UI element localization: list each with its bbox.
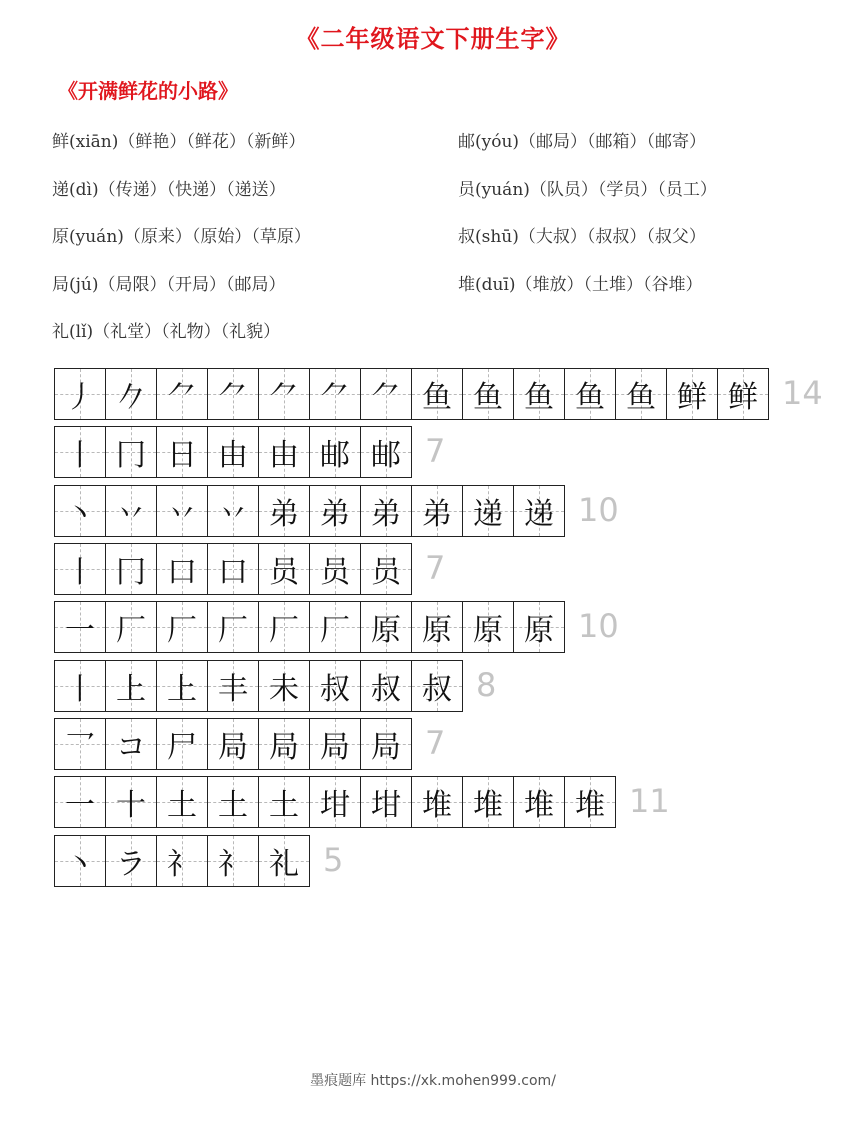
stroke-glyph: ⺈ — [269, 380, 299, 415]
stroke-cell — [105, 601, 157, 653]
stroke-row-递 — [54, 485, 619, 537]
stroke-cell — [156, 718, 208, 770]
stroke-cell — [513, 485, 565, 537]
stroke-glyph: 丶 — [65, 497, 95, 532]
document-title: 《二年级语文下册生字》 — [295, 25, 571, 53]
stroke-glyph: 邮 — [371, 438, 401, 473]
stroke-glyph: 厂 — [116, 613, 146, 648]
footer-source: 墨痕题库 https://xk.mohen999.com/ — [310, 1073, 556, 1089]
stroke-cell — [156, 368, 208, 420]
stroke-glyph: 员 — [371, 555, 401, 590]
stroke-glyph: 丰 — [218, 672, 248, 707]
stroke-glyph: 口 — [218, 555, 248, 590]
stroke-cell — [54, 601, 106, 653]
stroke-glyph: 叔 — [320, 672, 350, 707]
stroke-cell — [258, 660, 310, 712]
stroke-glyph: 坩 — [371, 788, 401, 823]
stroke-glyph: 日 — [167, 438, 197, 473]
stroke-glyph: 原 — [371, 613, 401, 648]
stroke-cell — [258, 543, 310, 595]
stroke-glyph: 鱼 — [575, 380, 605, 415]
stroke-glyph: 上 — [167, 672, 197, 707]
stroke-cell — [411, 660, 463, 712]
vocab-entry-left: 鲜(xiān)（鲜艳）（鲜花）（新鲜） — [52, 132, 306, 152]
vocab-entry-right: 堆(duī)（堆放）（土堆）（谷堆） — [458, 275, 703, 295]
stroke-cell — [54, 426, 106, 478]
stroke-cell — [564, 368, 616, 420]
stroke-cell — [54, 543, 106, 595]
stroke-glyph: 叔 — [371, 672, 401, 707]
stroke-count: 14 — [782, 374, 823, 412]
stroke-glyph: 弟 — [320, 497, 350, 532]
stroke-glyph: ラ — [116, 847, 146, 882]
stroke-glyph: 弟 — [422, 497, 452, 532]
stroke-cell — [105, 426, 157, 478]
stroke-glyph: 𠂊 — [116, 380, 146, 415]
stroke-glyph: 尸 — [167, 730, 197, 765]
stroke-cell — [258, 426, 310, 478]
stroke-glyph: 递 — [524, 497, 554, 532]
stroke-glyph: 丷 — [218, 497, 248, 532]
stroke-cell — [258, 835, 310, 887]
stroke-cell — [360, 776, 412, 828]
stroke-glyph: コ — [116, 730, 146, 765]
stroke-cell — [513, 776, 565, 828]
stroke-cell — [156, 776, 208, 828]
stroke-glyph: 由 — [218, 438, 248, 473]
stroke-cell — [309, 776, 361, 828]
stroke-glyph: 堆 — [473, 788, 503, 823]
stroke-glyph: 厂 — [269, 613, 299, 648]
stroke-cell — [360, 426, 412, 478]
stroke-cell — [258, 718, 310, 770]
stroke-cell — [258, 601, 310, 653]
stroke-glyph: 弟 — [371, 497, 401, 532]
stroke-glyph: 鱼 — [473, 380, 503, 415]
stroke-glyph: 厂 — [320, 613, 350, 648]
stroke-count: 7 — [425, 724, 446, 762]
stroke-glyph: 口 — [167, 555, 197, 590]
stroke-glyph: 乛 — [65, 730, 95, 765]
stroke-count: 8 — [476, 666, 497, 704]
stroke-glyph: 一 — [65, 788, 95, 823]
stroke-cell — [462, 776, 514, 828]
stroke-glyph: 递 — [473, 497, 503, 532]
stroke-glyph: 礼 — [269, 847, 299, 882]
stroke-cell — [513, 368, 565, 420]
stroke-cell — [207, 543, 259, 595]
stroke-cell — [54, 485, 106, 537]
vocab-entry-right: 邮(yóu)（邮局）（邮箱）（邮寄） — [458, 132, 707, 152]
stroke-glyph: 由 — [269, 438, 299, 473]
stroke-glyph: 鱼 — [422, 380, 452, 415]
stroke-count: 7 — [425, 549, 446, 587]
stroke-glyph: 未 — [269, 672, 299, 707]
stroke-cell — [207, 776, 259, 828]
stroke-cell — [462, 485, 514, 537]
vocab-entry-left: 局(jú)（局限）（开局）（邮局） — [52, 275, 286, 295]
stroke-glyph: 丨 — [65, 438, 95, 473]
stroke-cell — [615, 368, 667, 420]
stroke-glyph: 堆 — [422, 788, 452, 823]
stroke-cell — [717, 368, 769, 420]
stroke-glyph: 冂 — [116, 555, 146, 590]
stroke-cell — [258, 485, 310, 537]
stroke-cell — [309, 485, 361, 537]
stroke-cell — [156, 601, 208, 653]
stroke-cell — [105, 660, 157, 712]
stroke-glyph: 堆 — [575, 788, 605, 823]
stroke-glyph: 局 — [269, 730, 299, 765]
stroke-cell — [309, 426, 361, 478]
stroke-cell — [54, 660, 106, 712]
lesson-title: 《开满鲜花的小路》 — [58, 79, 238, 103]
stroke-row-堆 — [54, 776, 670, 828]
stroke-cell — [156, 426, 208, 478]
stroke-glyph: 丿 — [65, 380, 95, 415]
stroke-cell — [105, 776, 157, 828]
stroke-cell — [513, 601, 565, 653]
stroke-glyph: ⺈ — [218, 380, 248, 415]
stroke-cell — [258, 776, 310, 828]
stroke-cell — [309, 601, 361, 653]
stroke-glyph: ⺈ — [371, 380, 401, 415]
stroke-cell — [105, 543, 157, 595]
stroke-glyph: 厂 — [167, 613, 197, 648]
stroke-cell — [411, 368, 463, 420]
stroke-cell — [207, 835, 259, 887]
stroke-cell — [54, 835, 106, 887]
stroke-glyph: 坩 — [320, 788, 350, 823]
stroke-glyph: 十 — [116, 788, 146, 823]
stroke-glyph: 员 — [269, 555, 299, 590]
stroke-row-员 — [54, 543, 445, 595]
stroke-count: 11 — [629, 782, 670, 820]
stroke-cell — [309, 718, 361, 770]
stroke-cell — [207, 485, 259, 537]
stroke-cell — [207, 718, 259, 770]
stroke-cell — [207, 601, 259, 653]
stroke-cell — [54, 776, 106, 828]
stroke-cell — [462, 368, 514, 420]
stroke-glyph: 丷 — [167, 497, 197, 532]
vocab-entry-left: 原(yuán)（原来）（原始）（草原） — [52, 227, 311, 247]
stroke-cell — [105, 718, 157, 770]
stroke-row-局 — [54, 718, 445, 770]
stroke-cell — [54, 368, 106, 420]
stroke-glyph: 丨 — [65, 672, 95, 707]
stroke-glyph: 礻 — [218, 847, 248, 882]
stroke-cell — [360, 485, 412, 537]
stroke-glyph: 鱼 — [524, 380, 554, 415]
stroke-cell — [411, 601, 463, 653]
stroke-glyph: ⺈ — [167, 380, 197, 415]
stroke-cell — [360, 368, 412, 420]
stroke-cell — [666, 368, 718, 420]
stroke-cell — [309, 368, 361, 420]
stroke-cell — [105, 368, 157, 420]
stroke-cell — [105, 485, 157, 537]
stroke-glyph: 丷 — [116, 497, 146, 532]
stroke-glyph: 冂 — [116, 438, 146, 473]
stroke-cell — [411, 485, 463, 537]
stroke-cell — [360, 601, 412, 653]
stroke-row-鲜 — [54, 368, 823, 420]
vocab-entry-left: 递(dì)（传递）（快递）（递送） — [52, 180, 286, 200]
stroke-count: 7 — [425, 432, 446, 470]
stroke-glyph: 堆 — [524, 788, 554, 823]
stroke-cell — [360, 543, 412, 595]
stroke-glyph: 鱼 — [626, 380, 656, 415]
stroke-count: 10 — [578, 491, 619, 529]
stroke-glyph: 员 — [320, 555, 350, 590]
stroke-glyph: 一 — [65, 613, 95, 648]
vocab-entry-left: 礼(lǐ)（礼堂）（礼物）（礼貌） — [52, 322, 281, 342]
stroke-glyph: 礻 — [167, 847, 197, 882]
stroke-glyph: 原 — [422, 613, 452, 648]
stroke-cell — [207, 426, 259, 478]
vocab-entry-right: 员(yuán)（队员）（学员）（员工） — [458, 180, 717, 200]
stroke-glyph: 丨 — [65, 555, 95, 590]
stroke-cell — [156, 543, 208, 595]
stroke-cell — [462, 601, 514, 653]
stroke-row-邮 — [54, 426, 445, 478]
stroke-row-礼 — [54, 835, 343, 887]
stroke-cell — [207, 368, 259, 420]
stroke-row-原 — [54, 601, 619, 653]
stroke-glyph: 土 — [269, 788, 299, 823]
stroke-cell — [309, 543, 361, 595]
stroke-glyph: ⺈ — [320, 380, 350, 415]
stroke-cell — [564, 776, 616, 828]
stroke-glyph: 土 — [167, 788, 197, 823]
stroke-cell — [156, 660, 208, 712]
stroke-cell — [156, 835, 208, 887]
stroke-cell — [54, 718, 106, 770]
stroke-cell — [207, 660, 259, 712]
stroke-glyph: 鲜 — [677, 380, 707, 415]
vocab-entry-right: 叔(shū)（大叔）（叔叔）（叔父） — [458, 227, 706, 247]
stroke-glyph: 土 — [218, 788, 248, 823]
stroke-cell — [360, 718, 412, 770]
stroke-glyph: 邮 — [320, 438, 350, 473]
stroke-glyph: 丶 — [65, 847, 95, 882]
stroke-cell — [360, 660, 412, 712]
stroke-glyph: 弟 — [269, 497, 299, 532]
stroke-cell — [156, 485, 208, 537]
stroke-glyph: 叔 — [422, 672, 452, 707]
stroke-count: 5 — [323, 841, 344, 879]
stroke-glyph: 局 — [218, 730, 248, 765]
stroke-glyph: 原 — [524, 613, 554, 648]
stroke-count: 10 — [578, 607, 619, 645]
stroke-glyph: 局 — [320, 730, 350, 765]
stroke-glyph: 厂 — [218, 613, 248, 648]
stroke-cell — [309, 660, 361, 712]
stroke-glyph: 鲜 — [728, 380, 758, 415]
stroke-cell — [258, 368, 310, 420]
stroke-row-叔 — [54, 660, 496, 712]
stroke-cell — [411, 776, 463, 828]
stroke-glyph: 局 — [371, 730, 401, 765]
stroke-glyph: 原 — [473, 613, 503, 648]
stroke-cell — [105, 835, 157, 887]
stroke-glyph: 上 — [116, 672, 146, 707]
